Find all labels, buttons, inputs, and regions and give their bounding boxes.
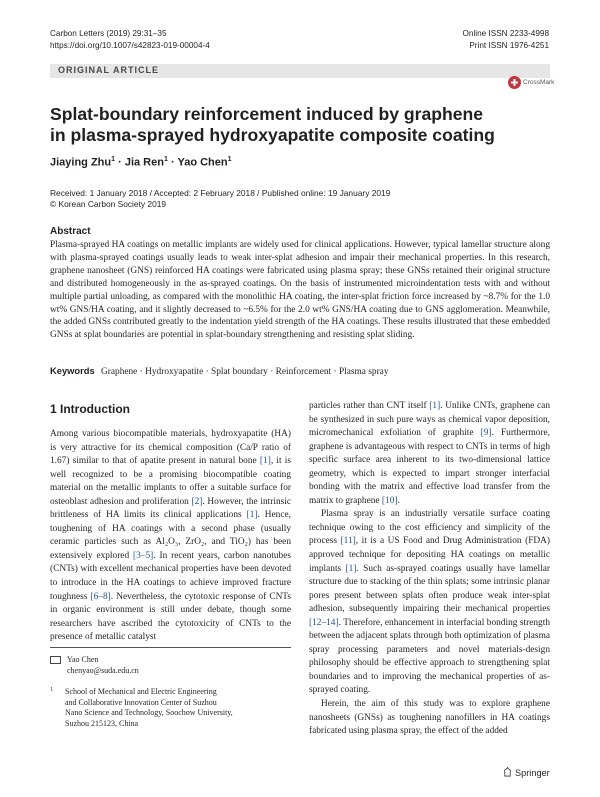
online-issn: Online ISSN 2233-4998 <box>462 29 549 38</box>
citation-link[interactable]: [9] <box>480 428 492 439</box>
citation-link[interactable]: [12–14] <box>309 617 339 628</box>
doi-link[interactable]: https://doi.org/10.1007/s42823-019-00004-4 <box>50 40 210 50</box>
keywords-list: Graphene · Hydroxyapatite · Splat boundary · Reinforcement · Plasma spray <box>101 367 389 377</box>
right-column <box>309 400 550 739</box>
left-column <box>50 428 291 645</box>
paragraph: Herein, the aim of this study was to explore graphene nanosheets (GNSs) as toughening nanofillers in HA coatings fabricated using plasma spray, the effect of the added <box>309 699 550 737</box>
citation-link[interactable]: [1] <box>345 563 357 574</box>
journal-header <box>50 28 210 51</box>
corresponding-author <box>50 655 139 676</box>
keywords-label: Keywords <box>50 366 95 376</box>
crossmark-label: CrossMark <box>523 79 555 86</box>
article-title: Splat-boundary reinforcement induced by graphene in plasma-sprayed hydroxyapatite composite coating <box>50 104 495 145</box>
crossmark-badge[interactable] <box>508 76 556 90</box>
author-name[interactable]: Yao Chen <box>177 156 228 169</box>
issn-block <box>463 28 549 51</box>
copyright: © Korean Carbon Society 2019 <box>50 199 167 209</box>
publication-dates: Received: 1 January 2018 / Accepted: 2 February 2018 / Published online: 19 January 2019 © Korean Carbon Society 2019 <box>50 188 391 209</box>
citation-link[interactable]: [3–5] <box>133 550 154 561</box>
springer-horse-icon <box>503 767 512 777</box>
author-list: Jiaying Zhu$^1$ · Jia Ren$^1$ · Yao Chen$^1$ <box>50 156 232 169</box>
publisher-name: Springer <box>515 768 550 778</box>
article-type-banner <box>50 64 550 78</box>
email-link[interactable]: chenyao@suda.edu.cn <box>67 665 139 675</box>
corresponding-author-name: Yao Chen <box>67 655 99 664</box>
affiliation-number: 1 <box>50 687 53 693</box>
section-heading: 1 Introduction <box>50 402 130 416</box>
author-name[interactable]: Jiaying Zhu <box>50 156 112 169</box>
abstract-heading: Abstract <box>50 226 91 237</box>
crossmark-icon <box>508 76 521 89</box>
citation-link[interactable]: [1] <box>429 401 441 411</box>
envelope-icon <box>50 656 61 664</box>
abstract-text: Plasma-sprayed HA coatings on metallic implants are widely used for clinical applications. However, typical lamellar structure along with plasma-sprayed coatings usually leads to weak inter-splat adhesion and impair their mechanical properties. In this research, graphene nanosheet (GNS) reinforced HA coatings were fabricated using plasma spray; these GNSs retained their original structure and distributed homogeneously in the as-sprayed coatings. On the basis of instrumented microindentation tests with and without multiple partial unloading, as compared with the monolithic HA coating, the inter-splat friction force increased by ~8.7% for the 1.0 wt% GNS/HA coating, and it slightly decreased to ~6.5% for the 2.0 wt% GNS/HA coating due to GNS agglomeration. Meanwhile, the added GNSs contributed greatly to the indentation yield strength of the HA coatings. These results illustrated that these embedded GNSs at splat boundaries are potential in splat-boundary strengthening and resisting splat sliding. <box>50 240 550 341</box>
footnote-divider <box>50 647 291 648</box>
print-issn: Print ISSN 1976-4251 <box>469 40 549 50</box>
journal-citation: Carbon Letters (2019) 29:31–35 <box>50 29 167 38</box>
citation-link[interactable]: [11] <box>340 536 356 547</box>
paragraph: Among various biocompatible materials, hydroxyapatite (HA) is very attractive for its chemical composition (Ca/P ratio of 1.67) similar to that of apatite present in natural bone [1], it is well recognized to be a promising biocompatible coating material on the metallic implants to offer a suitable surface for osteoblast adhesion and proliferation [2]. However, the intrinsic brittleness of HA limits its clinical applications [1]. Hence, toughening of HA coatings with a second phase (usually ceramic particles such as Al₂O₃, ZrO₂, and TiO₂) has been extensively explored [3–5]. In recent years, carbon nanotubes (CNTs) with excellent mechanical properties have been devoted to introduce in the HA coatings to achieve improved fracture toughness [6–8]. Nevertheless, the cytotoxic response of CNTs in organic environment is still under debate, though some researchers have ascribed the cytotoxicity of CNTs to the presence of metallic catalyst <box>50 429 292 643</box>
citation-link[interactable]: [1] <box>259 456 271 467</box>
paragraph: particles rather than CNT itself [1]. Unlike CNTs, graphene can be synthesized in such pure ways as chemical vapor deposition, micromechanical exfoliation of graphite [9]. Furthermore, graphene is advantageous with respect to CNTs in terms of high specific surface area inherent to its two-dimensional lattice geometry, which is expected to impart stronger interfacial bonding with the matrix and effective load transfer from the matrix to graphene [10]. <box>309 401 551 506</box>
citation-link[interactable]: [10] <box>381 495 398 506</box>
publisher-logo <box>503 767 550 778</box>
citation-link[interactable]: [6–8] <box>90 591 111 602</box>
keywords <box>50 366 550 377</box>
citation-link[interactable]: [2] <box>191 496 203 507</box>
article-type: ORIGINAL ARTICLE <box>58 65 159 75</box>
citation-link[interactable]: [1] <box>246 510 258 521</box>
paragraph: Plasma spray is an industrially versatile surface coating technique owing to the cost efficiency and simplicity of the process [11], it is a US Food and Drug Administration (FDA) approved technique for depositing HA coatings on metallic implants [1]. Such as-sprayed coatings usually have lamellar structure due to stacking of the thin splats; some intrinsic planar pores present between splats often produce weak inter-splat adhesion, subsequently impairing their mechanical properties [12–14]. Therefore, enhancement in interfacial bonding strength between the adjacent splats through both optimization of plasma spray processing parameters and novel materials-design philosophy should be effective approach to strengthening splat boundaries and to improving the mechanical properties of as-sprayed coating. <box>309 509 551 696</box>
author-name[interactable]: Jia Ren <box>124 156 164 169</box>
